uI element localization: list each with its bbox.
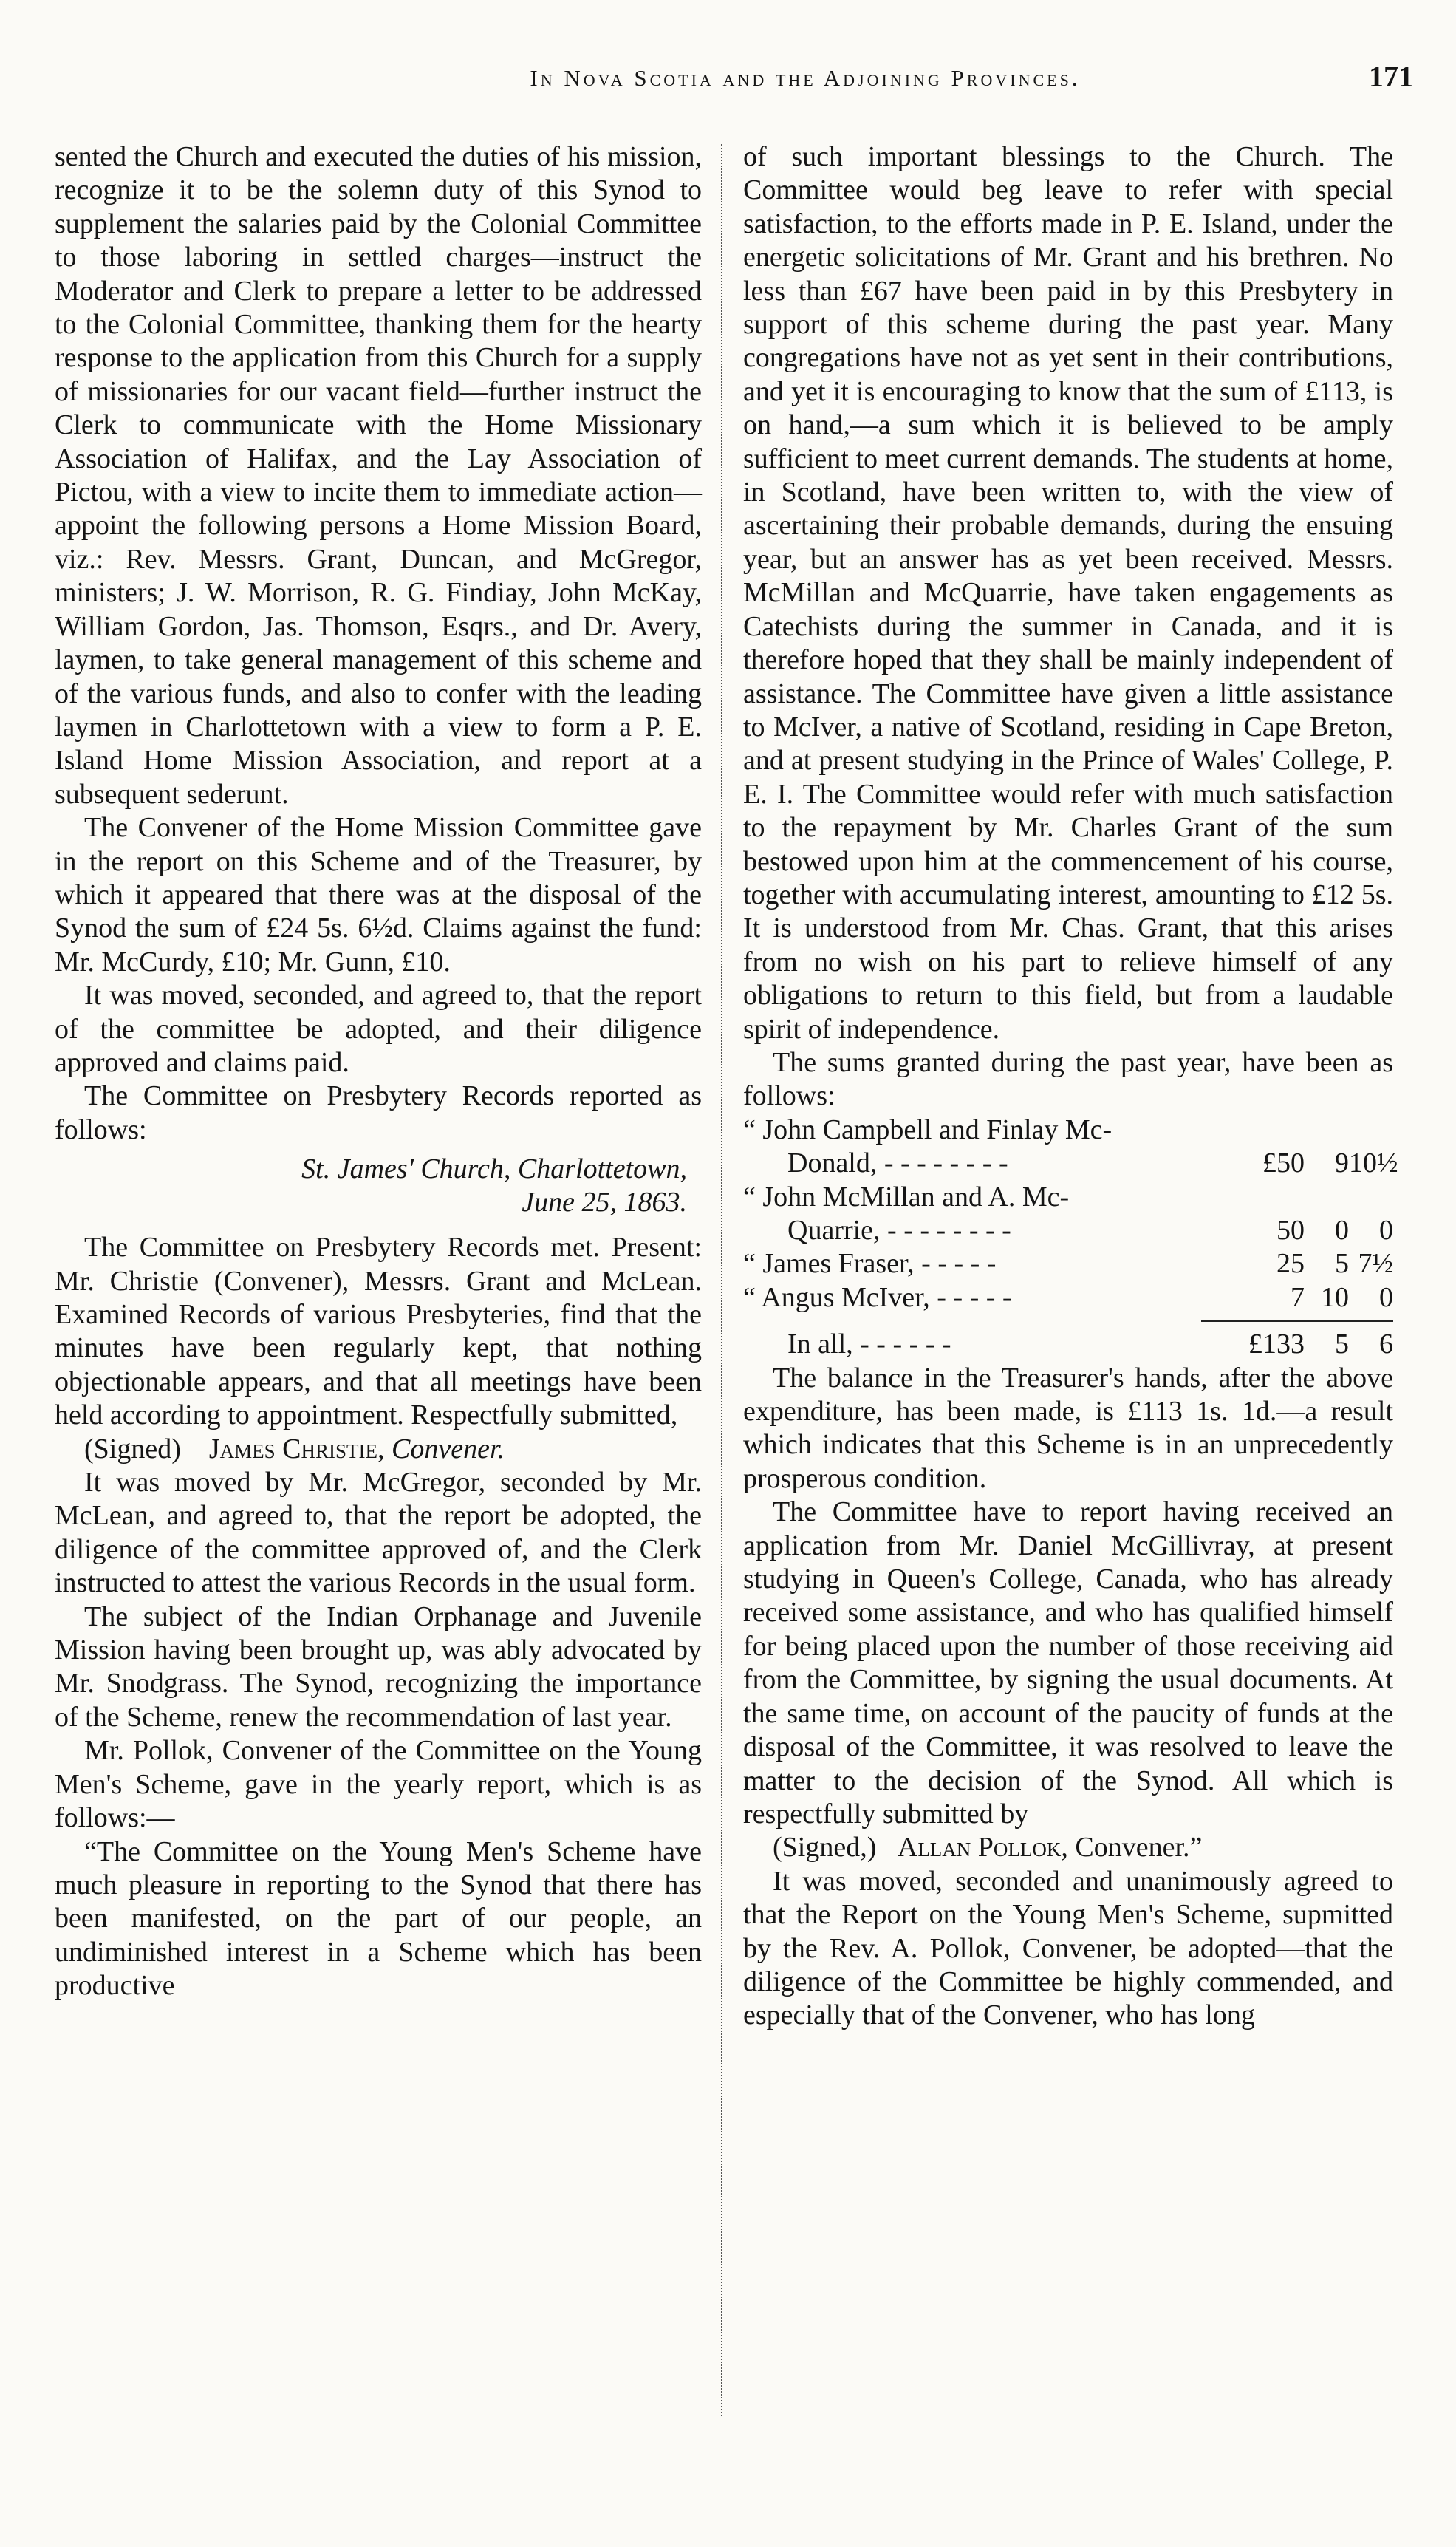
paragraph-treasurer-balance: The balance in the Treasurer's hands, after the above expenditure, has been made, is £113 1s. 1d.—a result which indicates that this Scheme is in an unprecedently prosperous condition. xyxy=(743,1362,1393,1494)
paragraph-young-mens-motion: It was moved, seconded and unanimously agreed to that the Report on the Young Men's Scheme, supmitted by the Rev. A. Pollok, Convener, be adopted—that the diligence of the Committee be highly commended, and especially that of the Convener, who has long xyxy=(743,1865,1393,2031)
ledger-row xyxy=(743,1247,1393,1281)
paragraph-young-mens-report-start: “The Committee on the Young Men's Scheme have much pleasure in reporting to the Synod that there has been manifested, on the part of our people, an undiminished interest in a Scheme which has been productive xyxy=(55,1835,702,2002)
ledger-row xyxy=(743,1214,1393,1247)
ledger-row xyxy=(743,1114,1393,1147)
ledger-row xyxy=(743,1147,1398,1180)
signed-label: (Signed) xyxy=(84,1433,181,1465)
ledger-row xyxy=(743,1181,1393,1214)
paragraph-young-mens-report-cont: of such important blessings to the Church. The Committee would beg leave to refer with special satisfaction, to the efforts made in P. E. Island, under the energetic solicitations of Mr. Grant and his brethren. No less than £67 have been paid in by this Presbytery in support of this scheme during the past year. Many congregations have not as yet sent in their contributions, and yet it is encouraging to know that the sum of £113, is on hand,—a sum which it is believed to be amply sufficient to meet current demands. The students at home, in Scotland, have been written to, with the view of ascertaining their probable demands, during the ensuing year, but an answer has as yet been received. Messrs. McMillan and McQuarrie, have taken engagements as Catechists during the summer in Canada, and it is therefore hoped that they shall be mainly independent of assistance. The Committee have given a little assistance to McIver, a native of Scotland, residing in Cape Breton, and at present studying in the Prince of Wales' College, P. E. I. The Committee would refer with much satisfaction to the repayment by Mr. Charles Grant of the sum bestowed upon him at the commencement of his course, together with accumulating interest, amounting to £12 5s. It is understood from Mr. Chas. Grant, that this arises from no wish on his part to relieve himself of any obligations to return to this field, but from a laudable spirit of independence. xyxy=(743,141,1393,1045)
paragraph-sums-granted-intro: The sums granted during the past year, have been as follows: xyxy=(743,1046,1393,1112)
ledger-pounds: 7 xyxy=(1291,1281,1305,1313)
ledger-pence: 0 xyxy=(1379,1281,1393,1313)
ledger-pence: 0 xyxy=(1379,1215,1393,1246)
ledger-total-pence: 6 xyxy=(1379,1329,1393,1360)
ledger-pounds: 25 xyxy=(1276,1248,1305,1280)
dateline xyxy=(55,1153,702,1219)
page-number: 171 xyxy=(1369,60,1413,93)
paragraph-home-mission-report: The Convener of the Home Mission Committee gave in the report on this Scheme and of the Treasurer, by which it appeared that there was at the disposal of the Synod the sum of £24 5s. 6½d. Claims against the fund: Mr. McCurdy, £10; Mr. Gunn, £10. xyxy=(55,812,702,978)
ledger-recipient: Quarrie, - - - - - - - - xyxy=(787,1215,1011,1246)
paragraph-mcgillivray-application: The Committee have to report having received an application from Mr. Daniel McGillivray, at present studying in Queen's College, Canada, who has already received some assistance, and who has qualified himself for being placed upon the number of those receiving aid from the Committee, by signing the usual documents. At the same time, on account of the paucity of funds at the disposal of the Committee, it was resolved to leave the matter to the decision of the Synod. All which is respectfully submitted by xyxy=(743,1496,1393,1830)
signed-role: Convener. xyxy=(392,1433,505,1465)
ledger-total-row xyxy=(743,1328,1393,1361)
paragraph-records-report: The Committee on Presbytery Records met. Present: Mr. Christie (Convener), Messrs. Grant and McLean. Examined Records of various Presbyteries, find that the minutes have been regularly kept, that nothing objectionable appears, and that all meetings have been held according to appointment. Respectfully submitted, xyxy=(55,1232,702,1431)
ledger-recipient: “ John McMillan and A. Mc- xyxy=(743,1181,1070,1213)
paragraph-records-intro: The Committee on Presbytery Records reported as follows: xyxy=(55,1080,702,1145)
signed-label: (Signed,) xyxy=(773,1832,877,1864)
paragraph-home-mission-resolution: sented the Church and executed the duties of his mission, recognize it to be the solemn duty of this Synod to supplement the salaries paid by the Colonial Committee to those laboring in settled charges—instruct the Moderator and Clerk to prepare a letter to be addressed to the Colonial Committee, thanking them for the hearty response to the application from this Church for a supply of missionaries for our vacant field—further instruct the Clerk to communicate with the Home Missionary Association of Halifax, and the Lay Association of Pictou, with a view to incite them to immediate action—appoint the following persons a Home Mission Board, viz.: Rev. Messrs. Grant, Duncan, and McGregor, ministers; J. W. Morrison, R. G. Findiay, John McKay, William Gordon, Jas. Thomson, Esqrs., and Dr. Avery, laymen, to take general management of this scheme and of the various funds, and also to confer with the leading laymen in Charlottetown with a view to form a P. E. Island Home Mission Association, and report at a subsequent sederunt. xyxy=(55,141,702,810)
ledger-recipient: “ Angus McIver, - - - - - xyxy=(743,1281,1012,1313)
signed-name: James Christie, xyxy=(208,1433,385,1465)
signature-christie xyxy=(55,1433,702,1466)
signed-name: Allan Pollok, xyxy=(897,1832,1068,1864)
ledger-shillings: 0 xyxy=(1335,1215,1349,1246)
right-column xyxy=(743,140,1398,2033)
ledger-pounds: £50 xyxy=(1262,1148,1305,1179)
running-header xyxy=(0,58,1456,109)
ledger-pence: 10½ xyxy=(1349,1148,1398,1179)
running-head-title: In Nova Scotia and the Adjoining Provinces. xyxy=(530,65,1081,91)
dateline-date: June 25, 1863. xyxy=(522,1187,687,1218)
paragraph-young-mens-intro: Mr. Pollok, Convener of the Committee on the Young Men's Scheme, gave in the yearly report, which is as follows:— xyxy=(55,1735,702,1834)
ledger-shillings: 5 xyxy=(1335,1248,1349,1280)
ledger-total-label: In all, - - - - - - xyxy=(787,1329,951,1360)
ledger-pounds: 50 xyxy=(1276,1215,1305,1246)
ledger-row xyxy=(743,1281,1393,1315)
left-column xyxy=(55,140,702,2003)
ledger-total-shillings: 5 xyxy=(1335,1329,1349,1360)
paragraph-records-motion: It was moved by Mr. McGregor, seconded by Mr. McLean, and agreed to, that the report be adopted, the diligence of the committee approved of, and the Clerk instructed to attest the various Records in the usual form. xyxy=(55,1467,702,1599)
ledger-shillings: 9 xyxy=(1335,1148,1349,1179)
ledger-total-rule xyxy=(1201,1320,1393,1322)
ledger-recipient: “ James Fraser, - - - - - xyxy=(743,1248,997,1280)
ledger-recipient: “ John Campbell and Finlay Mc- xyxy=(743,1114,1112,1145)
column-divider xyxy=(721,144,722,2416)
grants-ledger xyxy=(743,1114,1398,1362)
dateline-place: St. James' Church, Charlottetown, xyxy=(301,1153,687,1185)
signed-role: Convener.” xyxy=(1075,1832,1203,1864)
paragraph-indian-orphanage: The subject of the Indian Orphanage and Juvenile Mission having been brought up, was ably advocated by Mr. Snodgrass. The Synod, recognizing the importance of the Scheme, renew the recommendation of last year. xyxy=(55,1600,702,1733)
ledger-shillings: 10 xyxy=(1321,1281,1349,1313)
signature-pollok xyxy=(743,1831,1393,1864)
ledger-recipient: Donald, - - - - - - - - xyxy=(787,1148,1008,1179)
paragraph-motion-adopted: It was moved, seconded, and agreed to, that the report of the committee be adopted, and their diligence approved and claims paid. xyxy=(55,980,702,1078)
ledger-pence: 7½ xyxy=(1358,1248,1393,1280)
ledger-total-pounds: £133 xyxy=(1248,1329,1305,1360)
